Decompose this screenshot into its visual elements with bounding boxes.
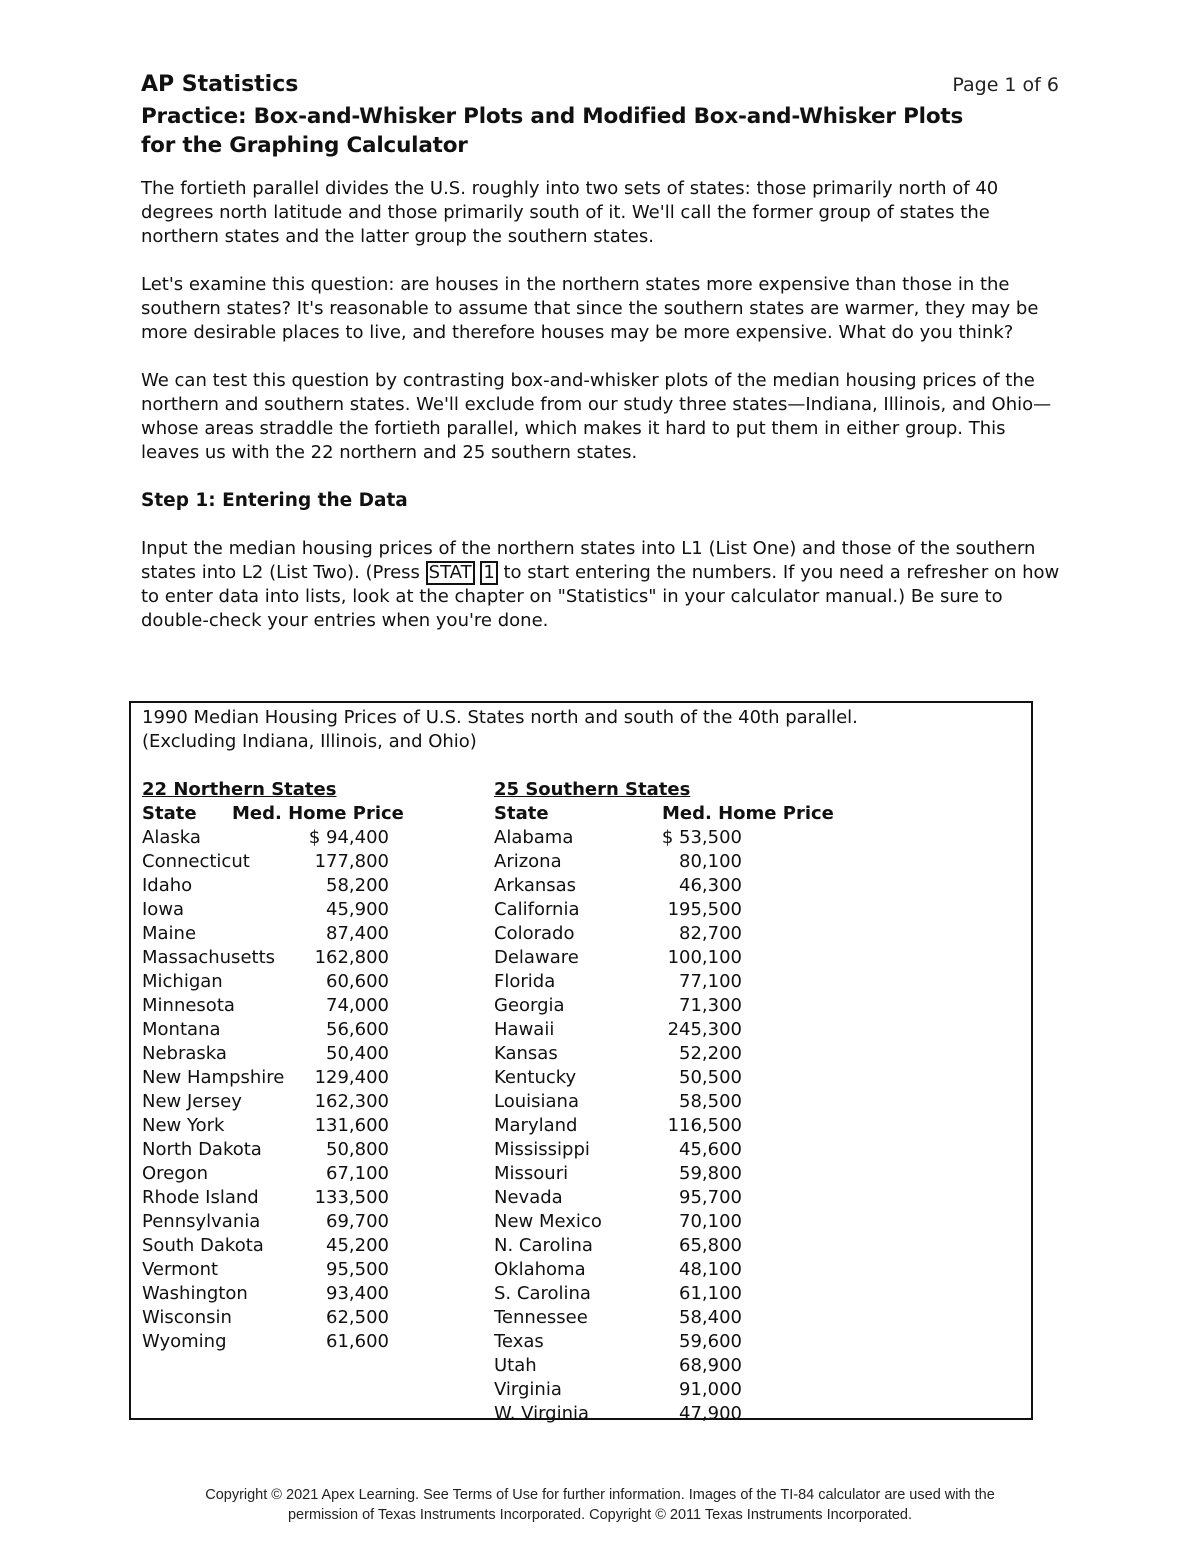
state-name: Kansas bbox=[494, 1043, 558, 1064]
median-price: 69,700 bbox=[326, 1211, 389, 1232]
state-name: Nebraska bbox=[142, 1043, 227, 1064]
median-price: $ 53,500 bbox=[661, 827, 742, 848]
state-name: Connecticut bbox=[142, 851, 250, 872]
table-row bbox=[142, 1234, 442, 1258]
course-title: AP Statistics bbox=[141, 72, 299, 97]
median-price: 77,100 bbox=[679, 971, 742, 992]
table-row bbox=[494, 1162, 894, 1186]
table-caption-line-1: 1990 Median Housing Prices of U.S. States north and south of the 40th parallel. bbox=[142, 707, 858, 728]
southern-states-column bbox=[494, 778, 894, 1426]
table-row bbox=[142, 1138, 442, 1162]
state-name: New Mexico bbox=[494, 1211, 602, 1232]
northern-state-header: State bbox=[142, 803, 197, 824]
table-row bbox=[142, 1090, 442, 1114]
state-name: Missouri bbox=[494, 1163, 569, 1184]
table-row bbox=[142, 1330, 442, 1354]
median-price: 162,800 bbox=[314, 947, 389, 968]
state-name: Massachusetts bbox=[142, 947, 276, 968]
median-price: 58,200 bbox=[326, 875, 389, 896]
median-price: 71,300 bbox=[679, 995, 742, 1016]
page-number: Page 1 of 6 bbox=[952, 74, 1059, 96]
median-price: 59,800 bbox=[679, 1163, 742, 1184]
table-row bbox=[494, 1138, 894, 1162]
table-row bbox=[142, 1114, 442, 1138]
table-row bbox=[142, 1210, 442, 1234]
median-price: 129,400 bbox=[314, 1067, 389, 1088]
northern-price-header: Med. Home Price bbox=[232, 803, 404, 824]
document-title bbox=[141, 102, 1061, 160]
table-row bbox=[494, 898, 894, 922]
median-price: 82,700 bbox=[679, 923, 742, 944]
table-caption-line-2: (Excluding Indiana, Illinois, and Ohio) bbox=[142, 731, 477, 752]
table-row bbox=[494, 922, 894, 946]
northern-title: 22 Northern States bbox=[142, 779, 337, 800]
median-price: 67,100 bbox=[326, 1163, 389, 1184]
median-price: 131,600 bbox=[314, 1115, 389, 1136]
median-price: 91,000 bbox=[679, 1379, 742, 1400]
median-price: 58,400 bbox=[679, 1307, 742, 1328]
state-name: Nevada bbox=[494, 1187, 563, 1208]
state-name: N. Carolina bbox=[494, 1235, 593, 1256]
table-row bbox=[494, 1234, 894, 1258]
median-price: $ 94,400 bbox=[308, 827, 389, 848]
table-row bbox=[142, 1018, 442, 1042]
table-caption bbox=[142, 706, 858, 754]
table-row bbox=[142, 826, 442, 850]
southern-header bbox=[494, 802, 894, 826]
method-paragraph: We can test this question by contrasting box-and-whisker plots of the median housing prices of the northern and southern states. We'll exclude from our study three states—Indiana, Illinois, and Ohio—whose areas straddle the fortieth parallel, which makes it hard to put them in either group. This leaves us with the 22 northern and 25 southern states. bbox=[141, 370, 1052, 463]
state-name: Florida bbox=[494, 971, 556, 992]
state-name: S. Carolina bbox=[494, 1283, 591, 1304]
table-row bbox=[494, 1258, 894, 1282]
table-row bbox=[142, 898, 442, 922]
table-row bbox=[494, 826, 894, 850]
table-row bbox=[494, 1330, 894, 1354]
state-name: Maine bbox=[142, 923, 197, 944]
table-row bbox=[494, 1378, 894, 1402]
table-row bbox=[494, 1306, 894, 1330]
step-1-instructions bbox=[141, 537, 1061, 633]
median-price: 80,100 bbox=[679, 851, 742, 872]
table-row bbox=[494, 1066, 894, 1090]
median-price: 95,700 bbox=[679, 1187, 742, 1208]
median-price: 162,300 bbox=[314, 1091, 389, 1112]
intro-paragraph: The fortieth parallel divides the U.S. roughly into two sets of states: those primarily north of 40 degrees north latitude and those primarily south of it. We'll call the former group of states the northern states and the latter group the southern states. bbox=[141, 178, 999, 247]
median-price: 47,900 bbox=[679, 1403, 742, 1424]
table-row bbox=[494, 970, 894, 994]
table-row bbox=[142, 850, 442, 874]
state-name: New Jersey bbox=[142, 1091, 242, 1112]
state-name: Colorado bbox=[494, 923, 575, 944]
median-price: 177,800 bbox=[314, 851, 389, 872]
state-name: Virginia bbox=[494, 1379, 562, 1400]
table-row bbox=[494, 1042, 894, 1066]
table-row bbox=[494, 850, 894, 874]
median-price: 50,500 bbox=[679, 1067, 742, 1088]
state-name: Delaware bbox=[494, 947, 579, 968]
state-name: California bbox=[494, 899, 580, 920]
state-name: New Hampshire bbox=[142, 1067, 285, 1088]
copyright-footer bbox=[0, 1485, 1200, 1525]
median-price: 61,100 bbox=[679, 1283, 742, 1304]
state-name: Hawaii bbox=[494, 1019, 555, 1040]
median-price: 52,200 bbox=[679, 1043, 742, 1064]
table-row bbox=[142, 1186, 442, 1210]
table-row bbox=[142, 1066, 442, 1090]
median-price: 95,500 bbox=[326, 1259, 389, 1280]
median-price: 60,600 bbox=[326, 971, 389, 992]
southern-price-header: Med. Home Price bbox=[662, 803, 834, 824]
state-name: Rhode Island bbox=[142, 1187, 259, 1208]
state-name: Arkansas bbox=[494, 875, 577, 896]
median-price: 133,500 bbox=[314, 1187, 389, 1208]
table-row bbox=[494, 1090, 894, 1114]
state-name: Montana bbox=[142, 1019, 221, 1040]
footer-line-2: permission of Texas Instruments Incorporated. Copyright © 2011 Texas Instruments Incorporated. bbox=[287, 1507, 913, 1523]
table-row bbox=[142, 1306, 442, 1330]
median-price: 56,600 bbox=[326, 1019, 389, 1040]
southern-state-header: State bbox=[494, 803, 549, 824]
state-name: New York bbox=[142, 1115, 225, 1136]
table-row bbox=[494, 1402, 894, 1426]
one-key: 1 bbox=[480, 561, 497, 585]
table-row bbox=[494, 946, 894, 970]
median-price: 46,300 bbox=[679, 875, 742, 896]
state-name: Vermont bbox=[142, 1259, 219, 1280]
median-price: 87,400 bbox=[326, 923, 389, 944]
state-name: Pennsylvania bbox=[142, 1211, 261, 1232]
data-table-box bbox=[129, 701, 1033, 1424]
table-row bbox=[142, 970, 442, 994]
state-name: Georgia bbox=[494, 995, 565, 1016]
header-row bbox=[141, 72, 1061, 102]
state-name: Alabama bbox=[494, 827, 574, 848]
table-row bbox=[494, 1186, 894, 1210]
state-name: Iowa bbox=[142, 899, 185, 920]
state-name: Idaho bbox=[142, 875, 193, 896]
median-price: 45,200 bbox=[326, 1235, 389, 1256]
median-price: 100,100 bbox=[667, 947, 742, 968]
table-row bbox=[494, 1354, 894, 1378]
table-row bbox=[142, 1042, 442, 1066]
state-name: Wisconsin bbox=[142, 1307, 232, 1328]
median-price: 65,800 bbox=[679, 1235, 742, 1256]
stat-key: STAT bbox=[426, 561, 475, 585]
median-price: 45,600 bbox=[679, 1139, 742, 1160]
step-1-heading: Step 1: Entering the Data bbox=[141, 490, 408, 511]
table-row bbox=[142, 1162, 442, 1186]
median-price: 62,500 bbox=[326, 1307, 389, 1328]
median-price: 61,600 bbox=[326, 1331, 389, 1352]
median-price: 93,400 bbox=[326, 1283, 389, 1304]
title-line-1: Practice: Box-and-Whisker Plots and Modified Box-and-Whisker Plots bbox=[141, 104, 964, 129]
state-name: Alaska bbox=[142, 827, 201, 848]
table-row bbox=[142, 874, 442, 898]
median-price: 70,100 bbox=[679, 1211, 742, 1232]
footer-line-1: Copyright © 2021 Apex Learning. See Terms of Use for further information. Images of the TI-84 calculator are used with the bbox=[205, 1487, 995, 1503]
state-name: Mississippi bbox=[494, 1139, 590, 1160]
state-name: South Dakota bbox=[142, 1235, 264, 1256]
table-row bbox=[494, 1114, 894, 1138]
northern-states-column bbox=[142, 778, 442, 1354]
table-row bbox=[494, 1210, 894, 1234]
state-name: W. Virginia bbox=[494, 1403, 590, 1424]
median-price: 195,500 bbox=[667, 899, 742, 920]
table-row bbox=[494, 994, 894, 1018]
step-1-text-before: Input the median housing prices of the northern states into L1 (List One) and those of the southern states into L2 (List Two). (Press bbox=[141, 538, 1036, 583]
median-price: 50,800 bbox=[326, 1139, 389, 1160]
state-name: Kentucky bbox=[494, 1067, 577, 1088]
state-name: Tennessee bbox=[494, 1307, 588, 1328]
median-price: 68,900 bbox=[679, 1355, 742, 1376]
table-row bbox=[494, 1282, 894, 1306]
state-name: Maryland bbox=[494, 1115, 578, 1136]
median-price: 59,600 bbox=[679, 1331, 742, 1352]
state-name: Utah bbox=[494, 1355, 537, 1376]
state-name: Wyoming bbox=[142, 1331, 227, 1352]
table-row bbox=[142, 1258, 442, 1282]
median-price: 245,300 bbox=[667, 1019, 742, 1040]
step-1-text-after: to start entering the numbers. If you need a refresher on how to enter data into lists, look at the chapter on "Statistics" in your calculator manual.) Be sure to double-check your entries when you're done. bbox=[141, 562, 1060, 631]
state-name: Washington bbox=[142, 1283, 248, 1304]
state-name: North Dakota bbox=[142, 1139, 262, 1160]
median-price: 45,900 bbox=[326, 899, 389, 920]
state-name: Oregon bbox=[142, 1163, 209, 1184]
state-name: Minnesota bbox=[142, 995, 235, 1016]
median-price: 74,000 bbox=[326, 995, 389, 1016]
table-row bbox=[142, 922, 442, 946]
table-row bbox=[494, 874, 894, 898]
state-name: Michigan bbox=[142, 971, 223, 992]
question-paragraph: Let's examine this question: are houses in the northern states more expensive than those in the southern states? It's reasonable to assume that since the southern states are warmer, they may be more desirable places to live, and therefore houses may be more expensive. What do you think? bbox=[141, 274, 1039, 343]
page-content bbox=[141, 72, 1061, 633]
northern-header bbox=[142, 802, 442, 826]
table-row bbox=[142, 994, 442, 1018]
table-row bbox=[142, 1282, 442, 1306]
table-row bbox=[142, 946, 442, 970]
table-row bbox=[494, 1018, 894, 1042]
median-price: 116,500 bbox=[667, 1115, 742, 1136]
state-name: Oklahoma bbox=[494, 1259, 586, 1280]
state-name: Texas bbox=[494, 1331, 544, 1352]
median-price: 48,100 bbox=[679, 1259, 742, 1280]
title-line-2: for the Graphing Calculator bbox=[141, 133, 468, 158]
state-name: Arizona bbox=[494, 851, 562, 872]
state-name: Louisiana bbox=[494, 1091, 579, 1112]
southern-title: 25 Southern States bbox=[494, 779, 691, 800]
median-price: 58,500 bbox=[679, 1091, 742, 1112]
median-price: 50,400 bbox=[326, 1043, 389, 1064]
